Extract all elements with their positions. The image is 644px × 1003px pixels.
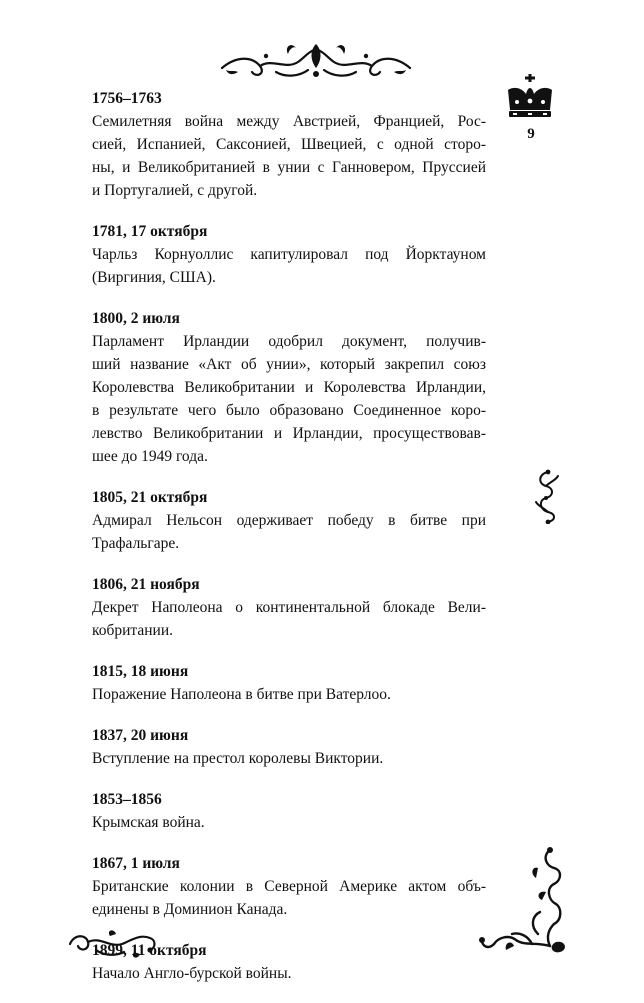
crown-icon	[504, 74, 556, 122]
chronology-entry	[92, 220, 486, 289]
chronology-entry	[92, 573, 486, 642]
page-number: 9	[527, 126, 535, 142]
chronology-entry	[92, 486, 486, 555]
entry-text	[92, 811, 486, 834]
entry-text	[92, 596, 486, 642]
text-line: Парламент Ирландии одобрил документ, получив-	[92, 333, 486, 350]
side-flourish-icon	[532, 468, 564, 524]
chronology-entry	[92, 788, 486, 834]
entry-text	[92, 683, 486, 706]
text-line: (Виргиния, США).	[92, 269, 216, 286]
text-line: ший название «Акт об унии», который закрепил союз	[92, 356, 486, 373]
entry-date: 1837, 20 июня	[92, 727, 189, 744]
text-line: кобритании.	[92, 622, 174, 639]
text-line: Поражение Наполеона в битве при Ватерлоо.	[92, 686, 391, 703]
chronology-entry	[92, 852, 486, 921]
text-line: в результате чего было образовано Соединенное коро-	[92, 402, 486, 419]
text-line: левство Великобритании и Ирландии, просуществовав-	[92, 425, 486, 442]
entry-text	[92, 110, 486, 202]
text-line: сией, Испанией, Саксонией, Швецией, с одной сторо-	[92, 136, 486, 153]
text-line: Семилетняя война между Австрией, Францией, Рос-	[92, 113, 486, 130]
entry-date: 1756–1763	[92, 90, 162, 107]
text-line: шее до 1949 года.	[92, 448, 208, 465]
entry-text	[92, 243, 486, 289]
text-line: Начало Англо-бурской войны.	[92, 965, 292, 982]
chronology-entry	[92, 87, 486, 202]
text-line: и Португалией, с другой.	[92, 182, 258, 199]
entry-date: 1781, 17 октября	[92, 223, 208, 240]
flourish-icon	[216, 38, 416, 82]
text-line: Британские колонии в Северной Америке актом объ-	[92, 878, 486, 895]
entry-date: 1800, 2 июля	[92, 310, 180, 327]
text-line: Вступление на престол королевы Виктории.	[92, 750, 384, 767]
text-line: Крымская война.	[92, 814, 205, 831]
entry-date: 1806, 21 ноября	[92, 576, 200, 593]
chronology-entry	[92, 724, 486, 770]
chronology-entry	[92, 307, 486, 468]
chronology-entry	[92, 660, 486, 706]
text-line: Чарльз Корнуоллис капитулировал под Йорктауном	[92, 246, 486, 263]
entry-date: 1815, 18 июня	[92, 663, 189, 680]
corner-flourish-icon	[476, 846, 568, 956]
entry-date: 1805, 21 октября	[92, 489, 208, 506]
text-line: Королевства Великобритании и Королевства Ирландии,	[92, 379, 486, 396]
entry-text	[92, 509, 486, 555]
text-line: ны, и Великобританией в унии с Ганновером, Пруссией	[92, 159, 486, 176]
entry-text	[92, 747, 486, 770]
text-line: Декрет Наполеона о континентальной блокаде Вели-	[92, 599, 486, 616]
chronology-entry	[92, 939, 486, 985]
entry-date: 1853–1856	[92, 791, 162, 808]
entry-text	[92, 875, 486, 921]
text-line: Трафальгаре.	[92, 535, 180, 552]
entry-text	[92, 330, 486, 468]
entry-text	[92, 962, 486, 985]
entry-date: 1867, 1 июля	[92, 855, 180, 872]
text-line: Адмирал Нельсон одерживает победу в битве при	[92, 512, 486, 529]
entry-date: 1899, 11 октября	[92, 942, 207, 959]
text-line: единены в Доминион Канада.	[92, 901, 288, 918]
chronology-list	[92, 87, 486, 1003]
